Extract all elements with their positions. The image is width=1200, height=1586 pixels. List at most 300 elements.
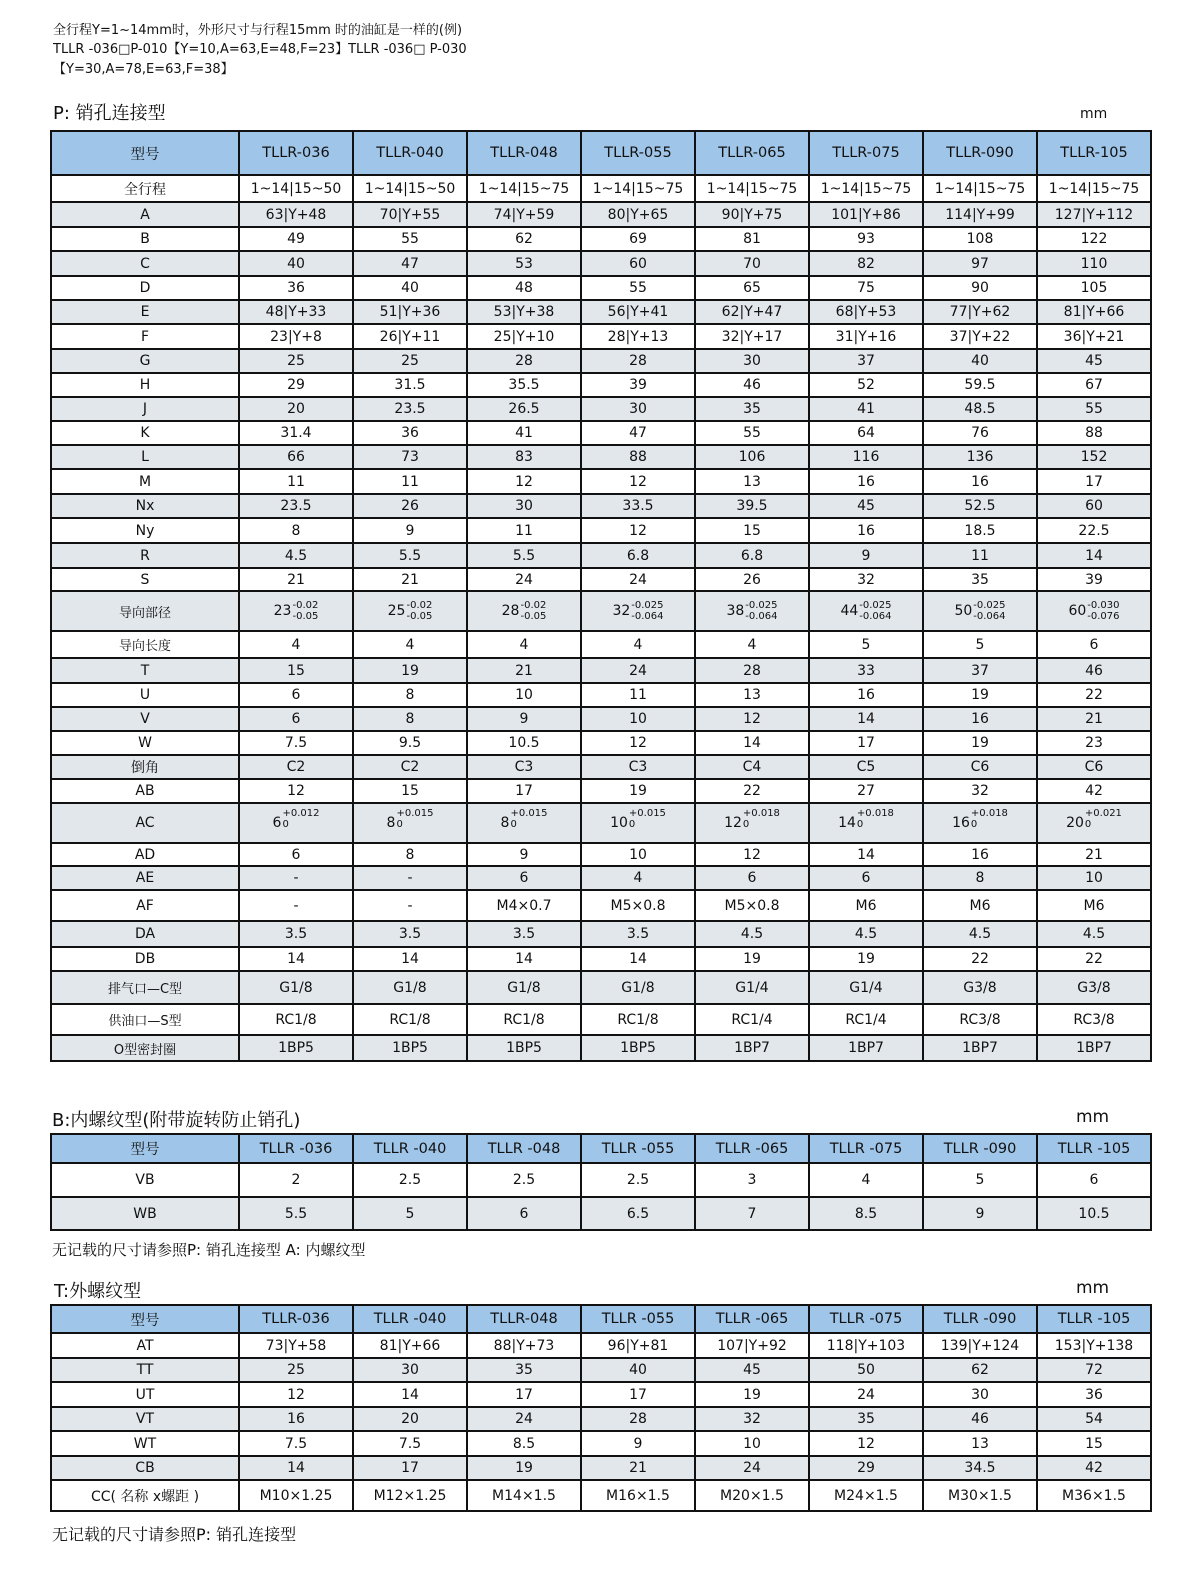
cell-value: 6 bbox=[695, 866, 809, 890]
cell-value: 2.5 bbox=[467, 1163, 581, 1197]
cell-value: 6 bbox=[239, 683, 353, 707]
cell-value: M6 bbox=[809, 890, 923, 921]
cell-value: 63|Y+48 bbox=[239, 202, 353, 227]
cell-value: 7.5 bbox=[239, 731, 353, 755]
row-label: 供油口—S型 bbox=[51, 1004, 239, 1035]
table-row bbox=[51, 175, 1151, 202]
cell-value: RC1/8 bbox=[581, 1004, 695, 1035]
tolerance-stack bbox=[520, 600, 546, 622]
cell-value: 35 bbox=[923, 568, 1037, 591]
row-label: WT bbox=[51, 1431, 239, 1456]
t-table-title: T:外螺纹型 bbox=[54, 1281, 142, 1302]
cell-value: 19 bbox=[695, 947, 809, 971]
cell-value: 55 bbox=[581, 276, 695, 300]
cell-value: 8.5 bbox=[809, 1197, 923, 1230]
cell-value: 32 bbox=[695, 1407, 809, 1431]
cell-value: 55 bbox=[1037, 397, 1151, 421]
cell-value: 3.5 bbox=[581, 921, 695, 947]
cell-value: 24 bbox=[695, 1456, 809, 1480]
header-model: TLLR -075 bbox=[809, 1134, 923, 1163]
lower-deviation: 0 bbox=[396, 819, 403, 830]
note-line-2: TLLR -036□P-010【Y=10,A=63,E=48,F=23】TLLR -036□ P-030 bbox=[53, 42, 467, 57]
cell-value: 5 bbox=[923, 631, 1037, 658]
cell-value: 4 bbox=[695, 631, 809, 658]
cell-value: 52.5 bbox=[923, 494, 1037, 518]
tolerance-stack bbox=[406, 600, 432, 622]
nominal-value: 20 bbox=[1066, 815, 1084, 831]
header-model: TLLR -105 bbox=[1037, 1305, 1151, 1333]
upper-deviation: -0.025 bbox=[973, 600, 1006, 611]
cell-value: M20×1.5 bbox=[695, 1480, 809, 1511]
cell-value: 4.5 bbox=[1037, 921, 1151, 947]
cell-value: 14 bbox=[809, 843, 923, 866]
cell-value: 41 bbox=[467, 421, 581, 445]
tolerance-stack bbox=[973, 600, 1005, 622]
header-model: TLLR -090 bbox=[923, 1134, 1037, 1163]
table-row bbox=[51, 469, 1151, 494]
header-model-label: 型号 bbox=[51, 1305, 239, 1333]
row-label: V bbox=[51, 707, 239, 731]
tolerance-value bbox=[724, 808, 780, 834]
cell-value: 19 bbox=[923, 683, 1037, 707]
lower-deviation: -0.064 bbox=[745, 611, 778, 622]
table-row bbox=[51, 683, 1151, 707]
cell-value: 14 bbox=[695, 731, 809, 755]
b-table-footnote: 无记载的尺寸请参照P: 销孔连接型 A: 内螺纹型 bbox=[52, 1241, 366, 1259]
cell-value: 4 bbox=[467, 631, 581, 658]
table-row bbox=[51, 251, 1151, 276]
cell-value: 15 bbox=[1037, 1431, 1151, 1456]
row-label: 排气口—C型 bbox=[51, 971, 239, 1004]
row-label: K bbox=[51, 421, 239, 445]
cell-value: 83 bbox=[467, 445, 581, 469]
tolerance-stack bbox=[292, 600, 318, 622]
cell-value: 14 bbox=[581, 947, 695, 971]
cell-value: 29 bbox=[809, 1456, 923, 1480]
header-model: TLLR-065 bbox=[695, 131, 809, 175]
cell-value: 48 bbox=[467, 276, 581, 300]
nominal-value: 16 bbox=[952, 815, 970, 831]
cell-value: 1BP7 bbox=[695, 1035, 809, 1061]
cell-value: 23.5 bbox=[239, 494, 353, 518]
cell-value: 24 bbox=[581, 568, 695, 591]
t-type-spec-table bbox=[50, 1304, 1152, 1512]
cell-value: 33 bbox=[809, 658, 923, 683]
cell-value: 34.5 bbox=[923, 1456, 1037, 1480]
cell-value: 2 bbox=[239, 1163, 353, 1197]
cell-value: 110 bbox=[1037, 251, 1151, 276]
cell-value: RC1/8 bbox=[467, 1004, 581, 1035]
cell-value: 8 bbox=[353, 683, 467, 707]
cell-value: 3 bbox=[695, 1163, 809, 1197]
cell-value: 81|Y+66 bbox=[1037, 300, 1151, 324]
cell-value: 33.5 bbox=[581, 494, 695, 518]
lower-deviation: -0.05 bbox=[520, 611, 547, 622]
t-table-unit: mm bbox=[1076, 1278, 1110, 1298]
cell-value: RC1/4 bbox=[695, 1004, 809, 1035]
table-row bbox=[51, 947, 1151, 971]
row-label: A bbox=[51, 202, 239, 227]
row-label: DA bbox=[51, 921, 239, 947]
tolerance-value bbox=[726, 600, 777, 622]
cell-value: 13 bbox=[923, 1431, 1037, 1456]
header-model: TLLR -040 bbox=[353, 1305, 467, 1333]
cell-value: 30 bbox=[581, 397, 695, 421]
cell-value: 96|Y+81 bbox=[581, 1333, 695, 1358]
cell-value: 17 bbox=[581, 1382, 695, 1407]
cell-value: 24 bbox=[467, 1407, 581, 1431]
cell-value: C6 bbox=[1037, 755, 1151, 779]
table-row bbox=[51, 1456, 1151, 1480]
upper-deviation: -0.02 bbox=[292, 600, 319, 611]
cell-value: 12 bbox=[467, 469, 581, 494]
header-model: TLLR -065 bbox=[695, 1134, 809, 1163]
header-model: TLLR -090 bbox=[923, 1305, 1037, 1333]
nominal-value: 23 bbox=[273, 603, 292, 619]
cell-value: 21 bbox=[239, 568, 353, 591]
lower-deviation: 0 bbox=[1084, 819, 1092, 830]
p-table-title: P: 销孔连接型 bbox=[53, 103, 166, 124]
cell-value: 10 bbox=[695, 1431, 809, 1456]
cell-value: 6 bbox=[239, 843, 353, 866]
cell-value: 62|Y+47 bbox=[695, 300, 809, 324]
cell-value: 4.5 bbox=[239, 543, 353, 568]
cell-value: 25|Y+10 bbox=[467, 324, 581, 349]
tolerance-stack bbox=[745, 600, 777, 622]
cell-value: C6 bbox=[923, 755, 1037, 779]
nominal-value: 25 bbox=[387, 603, 406, 619]
cell-value: 88|Y+73 bbox=[467, 1333, 581, 1358]
cell-value: 1~14|15~50 bbox=[239, 175, 353, 202]
tolerance-cell bbox=[581, 803, 695, 843]
cell-value: 19 bbox=[353, 658, 467, 683]
p-type-spec-table bbox=[50, 130, 1152, 1062]
cell-value: 107|Y+92 bbox=[695, 1333, 809, 1358]
cell-value: 47 bbox=[353, 251, 467, 276]
cell-value: 8 bbox=[353, 843, 467, 866]
cell-value: 17 bbox=[353, 1456, 467, 1480]
cell-value: 26 bbox=[353, 494, 467, 518]
table-row bbox=[51, 276, 1151, 300]
cell-value: - bbox=[239, 890, 353, 921]
cell-value: 12 bbox=[239, 779, 353, 803]
cell-value: 1BP7 bbox=[809, 1035, 923, 1061]
cell-value: 12 bbox=[581, 469, 695, 494]
cell-value: 152 bbox=[1037, 445, 1151, 469]
cell-value: 14 bbox=[467, 947, 581, 971]
cell-value: 8 bbox=[923, 866, 1037, 890]
lower-deviation: -0.064 bbox=[631, 611, 664, 622]
tolerance-value bbox=[838, 808, 894, 834]
cell-value: 59.5 bbox=[923, 373, 1037, 397]
cell-value: 40 bbox=[353, 276, 467, 300]
tolerance-stack bbox=[282, 808, 319, 830]
cell-value: 56|Y+41 bbox=[581, 300, 695, 324]
cell-value: 36 bbox=[239, 276, 353, 300]
header-model: TLLR-048 bbox=[467, 131, 581, 175]
table-row bbox=[51, 300, 1151, 324]
header-model: TLLR-036 bbox=[239, 131, 353, 175]
cell-value: 3.5 bbox=[239, 921, 353, 947]
row-label: CC( 名称 x螺距 ) bbox=[51, 1480, 239, 1511]
cell-value: 62 bbox=[467, 227, 581, 251]
table-row bbox=[51, 755, 1151, 779]
cell-value: 88 bbox=[581, 445, 695, 469]
tolerance-value bbox=[952, 808, 1008, 834]
cell-value: 6 bbox=[1037, 631, 1151, 658]
cell-value: 1~14|15~75 bbox=[467, 175, 581, 202]
cell-value: 19 bbox=[809, 947, 923, 971]
cell-value: 4 bbox=[809, 1163, 923, 1197]
cell-value: 5 bbox=[809, 631, 923, 658]
cell-value: 17 bbox=[1037, 469, 1151, 494]
cell-value: 53 bbox=[467, 251, 581, 276]
cell-value: 35 bbox=[695, 397, 809, 421]
table-row bbox=[51, 731, 1151, 755]
b-type-spec-table bbox=[50, 1133, 1152, 1231]
cell-value: 25 bbox=[239, 349, 353, 373]
cell-value: 67 bbox=[1037, 373, 1151, 397]
upper-deviation: -0.025 bbox=[631, 600, 664, 611]
row-label: 导向长度 bbox=[51, 631, 239, 658]
cell-value: 81|Y+66 bbox=[353, 1333, 467, 1358]
lower-deviation: 0 bbox=[856, 819, 864, 830]
cell-value: 12 bbox=[581, 518, 695, 543]
table-row bbox=[51, 568, 1151, 591]
cell-value: 17 bbox=[467, 1382, 581, 1407]
cell-value: 1~14|15~75 bbox=[581, 175, 695, 202]
row-label: F bbox=[51, 324, 239, 349]
tolerance-stack bbox=[743, 808, 780, 830]
tolerance-value bbox=[388, 600, 433, 622]
table-row bbox=[51, 543, 1151, 568]
cell-value: 4.5 bbox=[695, 921, 809, 947]
cell-value: G1/8 bbox=[467, 971, 581, 1004]
table-row bbox=[51, 866, 1151, 890]
cell-value: 20 bbox=[239, 397, 353, 421]
cell-value: 27 bbox=[809, 779, 923, 803]
cell-value: 26 bbox=[695, 568, 809, 591]
cell-value: 35.5 bbox=[467, 373, 581, 397]
header-model: TLLR -065 bbox=[695, 1305, 809, 1333]
tolerance-cell bbox=[809, 591, 923, 631]
upper-deviation: -0.02 bbox=[406, 600, 433, 611]
lower-deviation: 0 bbox=[970, 819, 978, 830]
cell-value: 15 bbox=[695, 518, 809, 543]
cell-value: 60 bbox=[1037, 494, 1151, 518]
nominal-value: 10 bbox=[610, 815, 628, 831]
upper-deviation: -0.030 bbox=[1087, 600, 1120, 611]
cell-value: 16 bbox=[923, 843, 1037, 866]
cell-value: 139|Y+124 bbox=[923, 1333, 1037, 1358]
tolerance-value bbox=[500, 808, 548, 834]
cell-value: 39.5 bbox=[695, 494, 809, 518]
cell-value: 21 bbox=[581, 1456, 695, 1480]
cell-value: 2.5 bbox=[581, 1163, 695, 1197]
cell-value: 22 bbox=[1037, 947, 1151, 971]
nominal-value: 44 bbox=[840, 603, 859, 619]
cell-value: 68|Y+53 bbox=[809, 300, 923, 324]
cell-value: G1/8 bbox=[353, 971, 467, 1004]
table-row bbox=[51, 373, 1151, 397]
cell-value: 37 bbox=[923, 658, 1037, 683]
cell-value: 35 bbox=[809, 1407, 923, 1431]
cell-value: G1/8 bbox=[239, 971, 353, 1004]
table-row bbox=[51, 1480, 1151, 1511]
cell-value: 46 bbox=[1037, 658, 1151, 683]
cell-value: 39 bbox=[1037, 568, 1151, 591]
cell-value: 17 bbox=[467, 779, 581, 803]
cell-value: 81 bbox=[695, 227, 809, 251]
cell-value: G1/4 bbox=[695, 971, 809, 1004]
row-label: VT bbox=[51, 1407, 239, 1431]
table-header-row bbox=[51, 1305, 1151, 1333]
cell-value: 19 bbox=[581, 779, 695, 803]
cell-value: 70 bbox=[695, 251, 809, 276]
cell-value: 114|Y+99 bbox=[923, 202, 1037, 227]
tolerance-cell bbox=[467, 803, 581, 843]
table-row bbox=[51, 349, 1151, 373]
cell-value: 16 bbox=[923, 469, 1037, 494]
header-model: TLLR -055 bbox=[581, 1305, 695, 1333]
tolerance-cell bbox=[353, 803, 467, 843]
cell-value: 22 bbox=[695, 779, 809, 803]
tolerance-cell bbox=[581, 591, 695, 631]
lower-deviation: -0.05 bbox=[406, 611, 433, 622]
cell-value: 14 bbox=[1037, 543, 1151, 568]
cell-value: 10.5 bbox=[1037, 1197, 1151, 1230]
row-label: AB bbox=[51, 779, 239, 803]
note-line-1: 全行程Y=1~14mm时，外形尺寸与行程15mm 时的油缸是一样的(例) bbox=[53, 23, 463, 38]
tolerance-cell bbox=[239, 803, 353, 843]
cell-value: 8 bbox=[239, 518, 353, 543]
cell-value: 1BP5 bbox=[581, 1035, 695, 1061]
b-table-title: B:内螺纹型(附带旋转防止销孔) bbox=[52, 1110, 301, 1131]
nominal-value: 6 bbox=[272, 815, 282, 831]
nominal-value: 38 bbox=[726, 603, 745, 619]
cell-value: 37|Y+22 bbox=[923, 324, 1037, 349]
cell-value: 25 bbox=[353, 349, 467, 373]
cell-value: 6.8 bbox=[581, 543, 695, 568]
tolerance-cell bbox=[923, 591, 1037, 631]
cell-value: 22.5 bbox=[1037, 518, 1151, 543]
cell-value: 97 bbox=[923, 251, 1037, 276]
cell-value: 32 bbox=[809, 568, 923, 591]
table-row bbox=[51, 421, 1151, 445]
table-row bbox=[51, 1382, 1151, 1407]
row-label: 导向部径 bbox=[51, 591, 239, 631]
cell-value: 37 bbox=[809, 349, 923, 373]
lower-deviation: -0.064 bbox=[859, 611, 892, 622]
cell-value: 122 bbox=[1037, 227, 1151, 251]
cell-value: 14 bbox=[239, 947, 353, 971]
cell-value: 10 bbox=[467, 683, 581, 707]
cell-value: 7 bbox=[695, 1197, 809, 1230]
cell-value: 76 bbox=[923, 421, 1037, 445]
row-label: D bbox=[51, 276, 239, 300]
cell-value: 12 bbox=[239, 1382, 353, 1407]
upper-deviation: -0.025 bbox=[745, 600, 778, 611]
cell-value: 9 bbox=[809, 543, 923, 568]
cell-value: C3 bbox=[467, 755, 581, 779]
cell-value: 54 bbox=[1037, 1407, 1151, 1431]
row-label: M bbox=[51, 469, 239, 494]
cell-value: 28 bbox=[467, 349, 581, 373]
lower-deviation: -0.05 bbox=[292, 611, 319, 622]
cell-value: M6 bbox=[1037, 890, 1151, 921]
upper-deviation: +0.018 bbox=[970, 808, 1008, 819]
upper-deviation: +0.012 bbox=[282, 808, 320, 819]
nominal-value: 32 bbox=[612, 603, 631, 619]
header-model: TLLR-036 bbox=[239, 1305, 353, 1333]
cell-value: 74|Y+59 bbox=[467, 202, 581, 227]
tolerance-cell bbox=[695, 591, 809, 631]
cell-value: 1~14|15~75 bbox=[923, 175, 1037, 202]
header-model: TLLR-075 bbox=[809, 131, 923, 175]
table-row bbox=[51, 324, 1151, 349]
cell-value: 127|Y+112 bbox=[1037, 202, 1151, 227]
cell-value: 11 bbox=[239, 469, 353, 494]
cell-value: C4 bbox=[695, 755, 809, 779]
cell-value: 25 bbox=[239, 1358, 353, 1382]
cell-value: 36 bbox=[1037, 1382, 1151, 1407]
tolerance-cell bbox=[923, 803, 1037, 843]
cell-value: 47 bbox=[581, 421, 695, 445]
cell-value: 72 bbox=[1037, 1358, 1151, 1382]
cell-value: 6 bbox=[809, 866, 923, 890]
cell-value: G1/8 bbox=[581, 971, 695, 1004]
cell-value: 4 bbox=[353, 631, 467, 658]
cell-value: 42 bbox=[1037, 779, 1151, 803]
cell-value: 82 bbox=[809, 251, 923, 276]
cell-value: - bbox=[353, 890, 467, 921]
nominal-value: 28 bbox=[501, 603, 520, 619]
row-label: AC bbox=[51, 803, 239, 843]
tolerance-stack bbox=[631, 600, 663, 622]
cell-value: 6.5 bbox=[581, 1197, 695, 1230]
row-label: AD bbox=[51, 843, 239, 866]
header-model: TLLR-055 bbox=[581, 131, 695, 175]
tolerance-value bbox=[840, 600, 891, 622]
cell-value: 12 bbox=[809, 1431, 923, 1456]
cell-value: 1BP7 bbox=[923, 1035, 1037, 1061]
table-row bbox=[51, 494, 1151, 518]
table-row bbox=[51, 397, 1151, 421]
header-model: TLLR -048 bbox=[467, 1134, 581, 1163]
cell-value: 46 bbox=[695, 373, 809, 397]
cell-value: 6 bbox=[1037, 1163, 1151, 1197]
cell-value: 2.5 bbox=[353, 1163, 467, 1197]
cell-value: 22 bbox=[923, 947, 1037, 971]
table-row bbox=[51, 921, 1151, 947]
cell-value: 1BP7 bbox=[1037, 1035, 1151, 1061]
row-label: H bbox=[51, 373, 239, 397]
cell-value: 77|Y+62 bbox=[923, 300, 1037, 324]
cell-value: - bbox=[353, 866, 467, 890]
table-row bbox=[51, 1431, 1151, 1456]
tolerance-stack bbox=[857, 808, 894, 830]
cell-value: RC1/4 bbox=[809, 1004, 923, 1035]
tolerance-stack bbox=[1087, 600, 1119, 622]
row-label: E bbox=[51, 300, 239, 324]
cell-value: 32 bbox=[923, 779, 1037, 803]
header-model: TLLR -075 bbox=[809, 1305, 923, 1333]
table-row bbox=[51, 202, 1151, 227]
upper-deviation: +0.018 bbox=[742, 808, 780, 819]
cell-value: 4 bbox=[581, 866, 695, 890]
row-label: WB bbox=[51, 1197, 239, 1230]
cell-value: 12 bbox=[695, 843, 809, 866]
